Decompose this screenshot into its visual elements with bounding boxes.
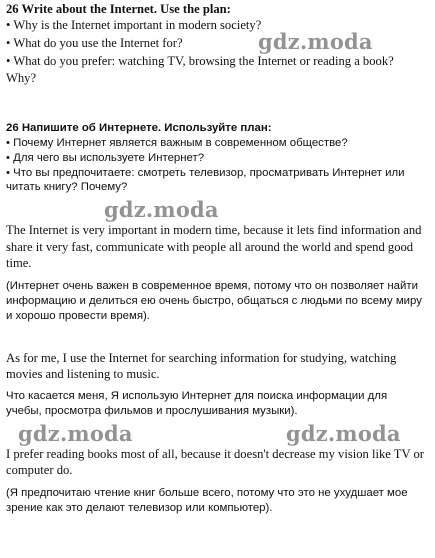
task-item-en: • What do you use the Internet for?	[6, 36, 183, 50]
answer-line-ru: (Я предпочитаю чтение книг больше всего, потому что это не ухудшает мое	[6, 487, 408, 499]
watermark-logo: gdz.moda	[286, 421, 401, 446]
watermark-logo: gdz.moda	[104, 197, 219, 222]
answer-line-ru: учебы, просмотра фильмов и прослушивания музыки).	[6, 405, 298, 417]
task-item-en: • What do you prefer: watching TV, browsing the Internet or reading a book?	[6, 54, 394, 68]
answer-line-en: computer do.	[6, 463, 73, 477]
answer-line-ru: Что касается меня, Я использую Интернет для поиска информации для	[6, 390, 388, 402]
answer-line-ru: (Интернет очень важен в современное время, потому что он позволяет найти	[6, 280, 418, 292]
task-item-en-continued: Why?	[6, 71, 37, 85]
task-item-ru-continued: читать книгу? Почему?	[6, 181, 128, 193]
answer-line-en: The Internet is very important in modern time, because it lets find information and	[6, 223, 422, 237]
task-item-ru: • Почему Интернет является важным в современном обществе?	[6, 137, 348, 149]
task-item-en: • Why is the Internet important in modern society?	[6, 18, 262, 32]
answer-line-ru: зрение как это делают телевизор или компьютер).	[6, 502, 273, 514]
watermark-logo: gdz.moda	[258, 29, 373, 54]
answer-line-en: As for me, I use the Internet for searching information for studying, watching	[6, 351, 397, 365]
answer-line-en: time.	[6, 256, 32, 270]
answer-line-ru: информацию и делиться ею очень быстро, общаться с людьми по всему миру	[6, 295, 422, 307]
watermark-logo: gdz.moda	[18, 421, 133, 446]
answer-line-en: share it very fast, communicate with people all around the world and spend good	[6, 240, 414, 254]
task-item-ru: • Для чего вы используете Интернет?	[6, 152, 205, 164]
task-heading-ru: 26 Напишите об Интернете. Используйте план:	[6, 122, 272, 134]
answer-line-en: movies and listening to music.	[6, 367, 160, 381]
answer-line-en: I prefer reading books most of all, because it doesn't decrease my vision like TV or	[6, 447, 424, 461]
task-heading-en: 26 Write about the Internet. Use the plan:	[6, 2, 231, 16]
answer-line-ru: и хорошо провести время).	[6, 310, 150, 322]
task-item-ru: • Что вы предпочитаете: смотреть телевизор, просматривать Интернет или	[6, 167, 405, 179]
